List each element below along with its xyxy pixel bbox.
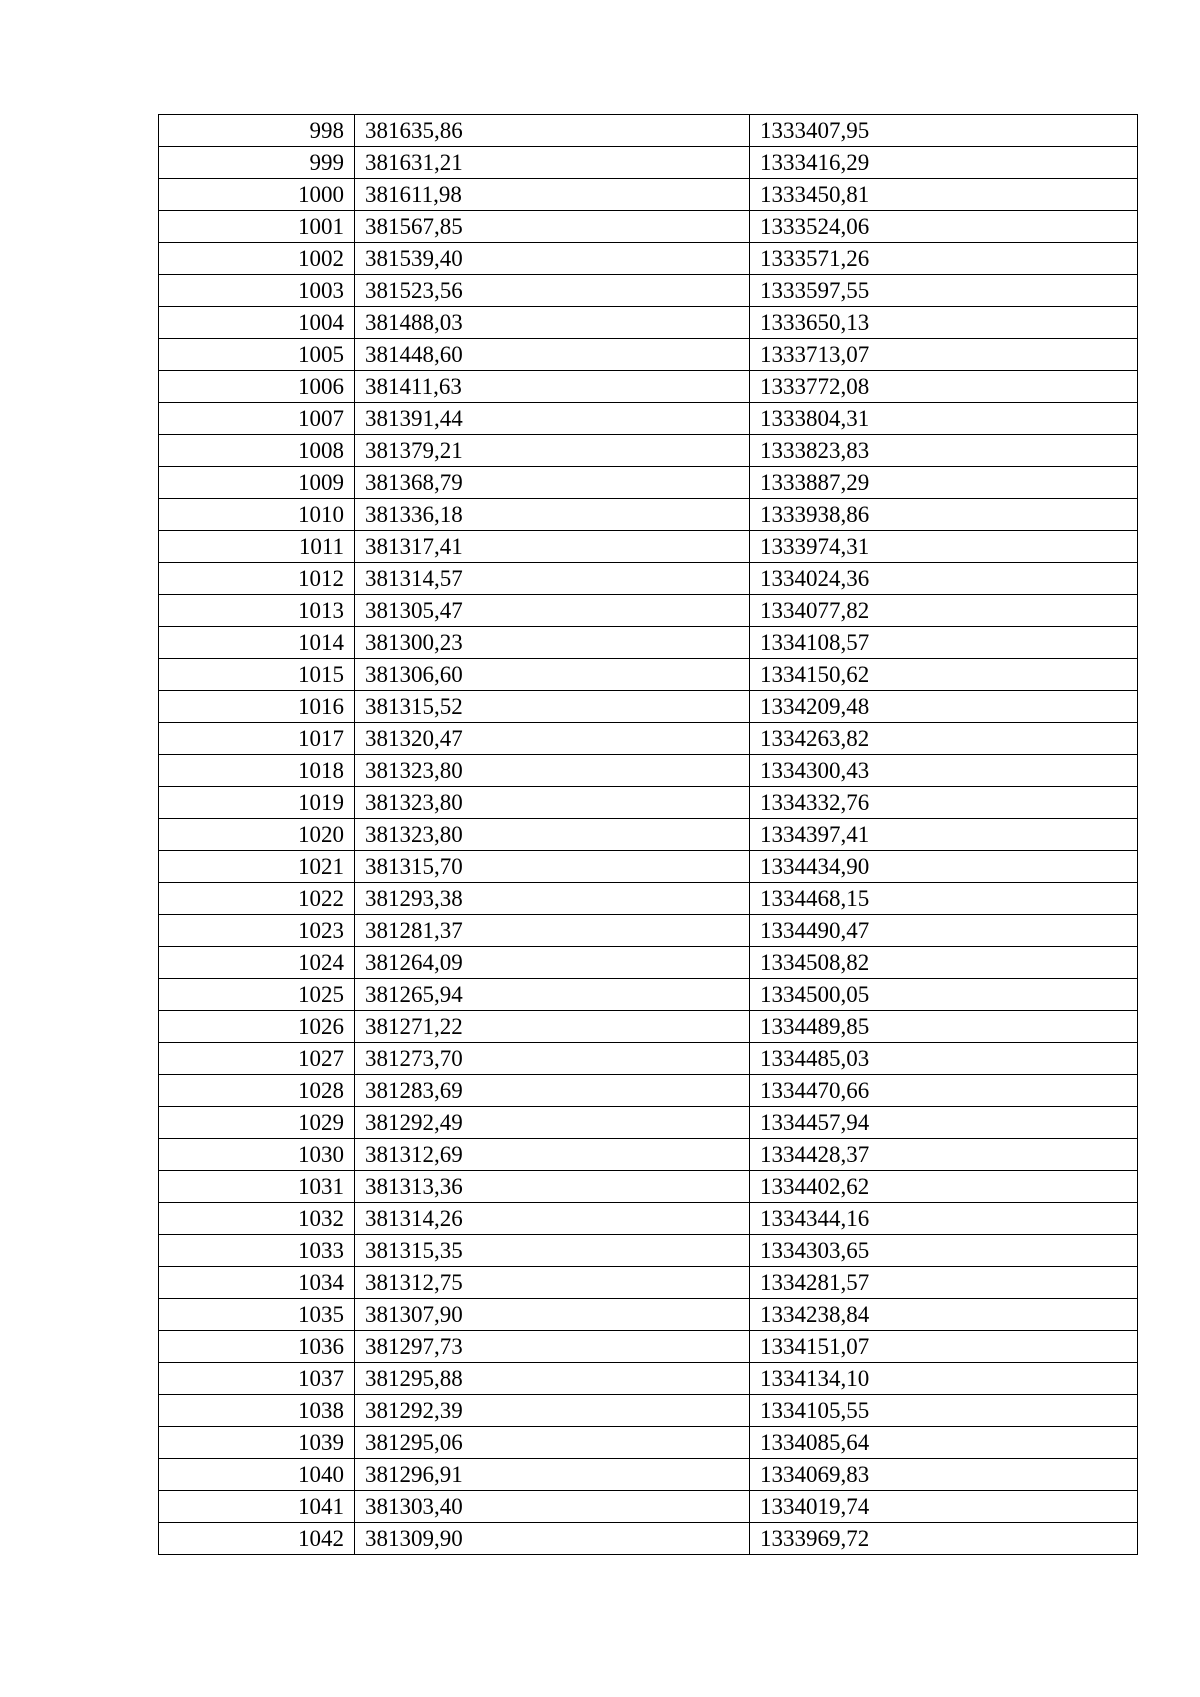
table-row [159, 1491, 1138, 1523]
x-coordinate-cell: 381635,86 [355, 115, 750, 147]
point-number-cell: 1024 [159, 947, 355, 979]
point-number-cell: 1008 [159, 435, 355, 467]
y-coordinate-cell: 1333969,72 [750, 1523, 1138, 1555]
point-number-cell: 1036 [159, 1331, 355, 1363]
x-coordinate-cell: 381567,85 [355, 211, 750, 243]
point-number-cell: 1007 [159, 403, 355, 435]
point-number-cell: 1040 [159, 1459, 355, 1491]
point-number-cell: 1002 [159, 243, 355, 275]
point-number-cell: 1028 [159, 1075, 355, 1107]
point-number-cell: 1038 [159, 1395, 355, 1427]
y-coordinate-cell: 1333974,31 [750, 531, 1138, 563]
x-coordinate-cell: 381306,60 [355, 659, 750, 691]
table-row [159, 1011, 1138, 1043]
point-number-cell: 1005 [159, 339, 355, 371]
point-number-cell: 1010 [159, 499, 355, 531]
y-coordinate-cell: 1334085,64 [750, 1427, 1138, 1459]
point-number-cell: 1030 [159, 1139, 355, 1171]
point-number-cell: 1011 [159, 531, 355, 563]
y-coordinate-cell: 1334490,47 [750, 915, 1138, 947]
y-coordinate-cell: 1334428,37 [750, 1139, 1138, 1171]
point-number-cell: 998 [159, 115, 355, 147]
point-number-cell: 999 [159, 147, 355, 179]
table-row [159, 179, 1138, 211]
y-coordinate-cell: 1334069,83 [750, 1459, 1138, 1491]
table-row [159, 915, 1138, 947]
table-row [159, 1043, 1138, 1075]
y-coordinate-cell: 1334281,57 [750, 1267, 1138, 1299]
x-coordinate-cell: 381303,40 [355, 1491, 750, 1523]
table-row [159, 435, 1138, 467]
table-row [159, 275, 1138, 307]
coordinates-table [158, 114, 1138, 1555]
y-coordinate-cell: 1333407,95 [750, 115, 1138, 147]
point-number-cell: 1006 [159, 371, 355, 403]
x-coordinate-cell: 381292,49 [355, 1107, 750, 1139]
table-row [159, 115, 1138, 147]
point-number-cell: 1019 [159, 787, 355, 819]
point-number-cell: 1013 [159, 595, 355, 627]
table-row [159, 1395, 1138, 1427]
x-coordinate-cell: 381307,90 [355, 1299, 750, 1331]
table-row [159, 307, 1138, 339]
table-row [159, 787, 1138, 819]
table-row [159, 243, 1138, 275]
point-number-cell: 1004 [159, 307, 355, 339]
y-coordinate-cell: 1334457,94 [750, 1107, 1138, 1139]
y-coordinate-cell: 1333416,29 [750, 147, 1138, 179]
table-row [159, 1203, 1138, 1235]
y-coordinate-cell: 1334500,05 [750, 979, 1138, 1011]
table-row [159, 1075, 1138, 1107]
x-coordinate-cell: 381309,90 [355, 1523, 750, 1555]
x-coordinate-cell: 381448,60 [355, 339, 750, 371]
y-coordinate-cell: 1334508,82 [750, 947, 1138, 979]
point-number-cell: 1033 [159, 1235, 355, 1267]
y-coordinate-cell: 1334263,82 [750, 723, 1138, 755]
y-coordinate-cell: 1334397,41 [750, 819, 1138, 851]
x-coordinate-cell: 381631,21 [355, 147, 750, 179]
table-row [159, 531, 1138, 563]
table-row [159, 1107, 1138, 1139]
table-row [159, 1267, 1138, 1299]
x-coordinate-cell: 381314,26 [355, 1203, 750, 1235]
y-coordinate-cell: 1334077,82 [750, 595, 1138, 627]
table-row [159, 1171, 1138, 1203]
y-coordinate-cell: 1334209,48 [750, 691, 1138, 723]
table-row [159, 979, 1138, 1011]
x-coordinate-cell: 381264,09 [355, 947, 750, 979]
table-row [159, 499, 1138, 531]
y-coordinate-cell: 1333938,86 [750, 499, 1138, 531]
point-number-cell: 1032 [159, 1203, 355, 1235]
table-row [159, 1235, 1138, 1267]
table-row [159, 1523, 1138, 1555]
point-number-cell: 1039 [159, 1427, 355, 1459]
table-row [159, 723, 1138, 755]
y-coordinate-cell: 1334344,16 [750, 1203, 1138, 1235]
point-number-cell: 1003 [159, 275, 355, 307]
y-coordinate-cell: 1333804,31 [750, 403, 1138, 435]
x-coordinate-cell: 381300,23 [355, 627, 750, 659]
table-row [159, 947, 1138, 979]
x-coordinate-cell: 381265,94 [355, 979, 750, 1011]
y-coordinate-cell: 1334468,15 [750, 883, 1138, 915]
y-coordinate-cell: 1334470,66 [750, 1075, 1138, 1107]
point-number-cell: 1012 [159, 563, 355, 595]
table-row [159, 403, 1138, 435]
y-coordinate-cell: 1334332,76 [750, 787, 1138, 819]
x-coordinate-cell: 381315,35 [355, 1235, 750, 1267]
coordinates-table-body [159, 115, 1138, 1555]
point-number-cell: 1026 [159, 1011, 355, 1043]
point-number-cell: 1021 [159, 851, 355, 883]
point-number-cell: 1016 [159, 691, 355, 723]
x-coordinate-cell: 381271,22 [355, 1011, 750, 1043]
x-coordinate-cell: 381323,80 [355, 819, 750, 851]
point-number-cell: 1015 [159, 659, 355, 691]
point-number-cell: 1017 [159, 723, 355, 755]
point-number-cell: 1001 [159, 211, 355, 243]
x-coordinate-cell: 381336,18 [355, 499, 750, 531]
x-coordinate-cell: 381292,39 [355, 1395, 750, 1427]
table-row [159, 819, 1138, 851]
y-coordinate-cell: 1334485,03 [750, 1043, 1138, 1075]
table-row [159, 1427, 1138, 1459]
x-coordinate-cell: 381312,75 [355, 1267, 750, 1299]
point-number-cell: 1027 [159, 1043, 355, 1075]
table-row [159, 371, 1138, 403]
table-row [159, 1363, 1138, 1395]
y-coordinate-cell: 1334134,10 [750, 1363, 1138, 1395]
y-coordinate-cell: 1334300,43 [750, 755, 1138, 787]
y-coordinate-cell: 1333887,29 [750, 467, 1138, 499]
x-coordinate-cell: 381411,63 [355, 371, 750, 403]
point-number-cell: 1009 [159, 467, 355, 499]
table-row [159, 211, 1138, 243]
x-coordinate-cell: 381296,91 [355, 1459, 750, 1491]
table-row [159, 883, 1138, 915]
y-coordinate-cell: 1334238,84 [750, 1299, 1138, 1331]
y-coordinate-cell: 1333823,83 [750, 435, 1138, 467]
y-coordinate-cell: 1334151,07 [750, 1331, 1138, 1363]
point-number-cell: 1022 [159, 883, 355, 915]
y-coordinate-cell: 1333597,55 [750, 275, 1138, 307]
y-coordinate-cell: 1334402,62 [750, 1171, 1138, 1203]
table-row [159, 467, 1138, 499]
x-coordinate-cell: 381315,70 [355, 851, 750, 883]
x-coordinate-cell: 381313,36 [355, 1171, 750, 1203]
y-coordinate-cell: 1334019,74 [750, 1491, 1138, 1523]
x-coordinate-cell: 381323,80 [355, 755, 750, 787]
y-coordinate-cell: 1333650,13 [750, 307, 1138, 339]
table-row [159, 1459, 1138, 1491]
y-coordinate-cell: 1333450,81 [750, 179, 1138, 211]
y-coordinate-cell: 1334434,90 [750, 851, 1138, 883]
point-number-cell: 1042 [159, 1523, 355, 1555]
table-row [159, 147, 1138, 179]
table-row [159, 659, 1138, 691]
point-number-cell: 1025 [159, 979, 355, 1011]
y-coordinate-cell: 1334105,55 [750, 1395, 1138, 1427]
table-row [159, 627, 1138, 659]
table-row [159, 595, 1138, 627]
x-coordinate-cell: 381293,38 [355, 883, 750, 915]
table-row [159, 691, 1138, 723]
point-number-cell: 1014 [159, 627, 355, 659]
y-coordinate-cell: 1334303,65 [750, 1235, 1138, 1267]
x-coordinate-cell: 381539,40 [355, 243, 750, 275]
x-coordinate-cell: 381283,69 [355, 1075, 750, 1107]
x-coordinate-cell: 381317,41 [355, 531, 750, 563]
table-row [159, 339, 1138, 371]
y-coordinate-cell: 1333772,08 [750, 371, 1138, 403]
point-number-cell: 1029 [159, 1107, 355, 1139]
point-number-cell: 1018 [159, 755, 355, 787]
point-number-cell: 1041 [159, 1491, 355, 1523]
x-coordinate-cell: 381305,47 [355, 595, 750, 627]
y-coordinate-cell: 1334489,85 [750, 1011, 1138, 1043]
x-coordinate-cell: 381391,44 [355, 403, 750, 435]
x-coordinate-cell: 381314,57 [355, 563, 750, 595]
x-coordinate-cell: 381523,56 [355, 275, 750, 307]
x-coordinate-cell: 381273,70 [355, 1043, 750, 1075]
table-row [159, 1299, 1138, 1331]
table-row [159, 755, 1138, 787]
point-number-cell: 1035 [159, 1299, 355, 1331]
table-row [159, 851, 1138, 883]
x-coordinate-cell: 381297,73 [355, 1331, 750, 1363]
y-coordinate-cell: 1334024,36 [750, 563, 1138, 595]
table-row [159, 1139, 1138, 1171]
table-row [159, 1331, 1138, 1363]
x-coordinate-cell: 381323,80 [355, 787, 750, 819]
point-number-cell: 1023 [159, 915, 355, 947]
point-number-cell: 1000 [159, 179, 355, 211]
x-coordinate-cell: 381379,21 [355, 435, 750, 467]
y-coordinate-cell: 1334108,57 [750, 627, 1138, 659]
x-coordinate-cell: 381315,52 [355, 691, 750, 723]
table-row [159, 563, 1138, 595]
x-coordinate-cell: 381320,47 [355, 723, 750, 755]
x-coordinate-cell: 381295,06 [355, 1427, 750, 1459]
point-number-cell: 1031 [159, 1171, 355, 1203]
y-coordinate-cell: 1334150,62 [750, 659, 1138, 691]
x-coordinate-cell: 381488,03 [355, 307, 750, 339]
y-coordinate-cell: 1333571,26 [750, 243, 1138, 275]
x-coordinate-cell: 381281,37 [355, 915, 750, 947]
point-number-cell: 1020 [159, 819, 355, 851]
y-coordinate-cell: 1333713,07 [750, 339, 1138, 371]
y-coordinate-cell: 1333524,06 [750, 211, 1138, 243]
x-coordinate-cell: 381295,88 [355, 1363, 750, 1395]
point-number-cell: 1034 [159, 1267, 355, 1299]
x-coordinate-cell: 381312,69 [355, 1139, 750, 1171]
x-coordinate-cell: 381368,79 [355, 467, 750, 499]
point-number-cell: 1037 [159, 1363, 355, 1395]
x-coordinate-cell: 381611,98 [355, 179, 750, 211]
